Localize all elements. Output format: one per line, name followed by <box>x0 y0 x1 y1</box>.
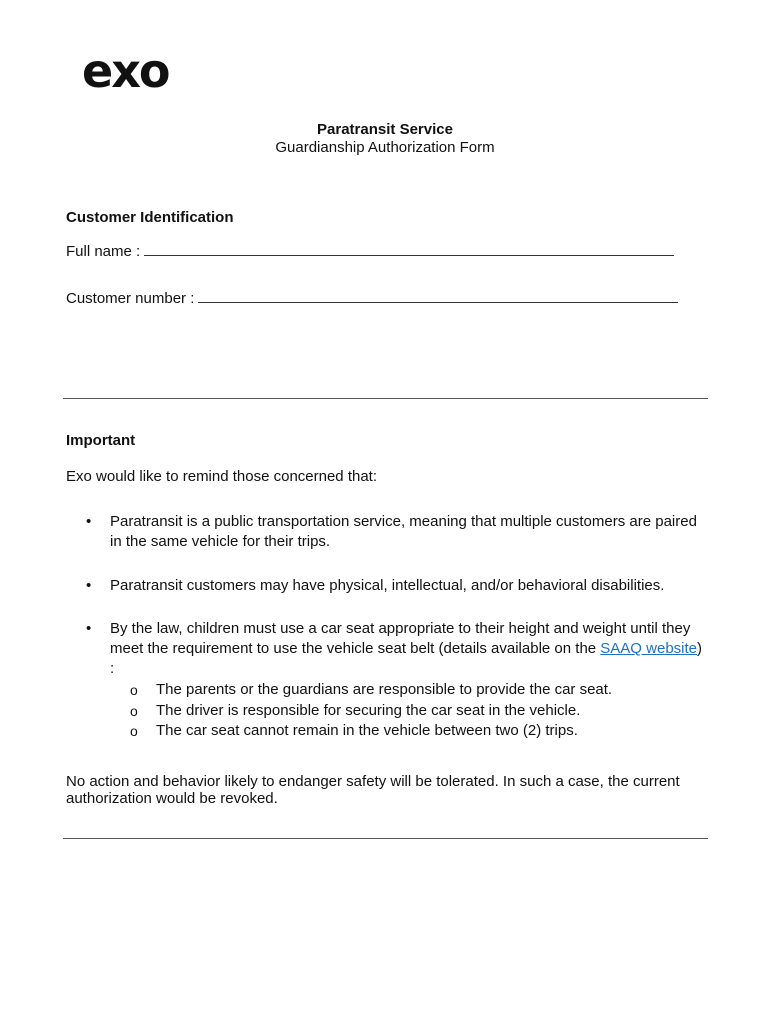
sub-bullet-marker: o <box>130 723 138 739</box>
list-item <box>66 576 708 596</box>
car-seat-sub-bullets <box>130 680 612 742</box>
bottom-divider <box>63 838 708 839</box>
saaq-website-link[interactable]: SAAQ website <box>600 640 698 657</box>
important-heading: Important <box>66 432 136 449</box>
full-name-row <box>66 243 674 260</box>
sub-bullet-text: The parents or the guardians are responsible to provide the car seat. <box>156 681 613 698</box>
bullet-marker: • <box>86 620 92 637</box>
sub-bullet-text: The driver is responsible for securing the car seat in the vehicle. <box>156 701 581 719</box>
customer-identification-heading: Customer Identification <box>66 209 234 226</box>
exo-logo: exo <box>82 44 169 98</box>
sub-bullet-marker: o <box>130 702 138 719</box>
sub-bullet-marker: o <box>130 682 138 698</box>
list-item <box>130 680 612 701</box>
bullet-marker: • <box>86 577 92 594</box>
customer-number-row <box>66 290 678 307</box>
page-subtitle: Guardianship Authorization Form <box>275 139 495 156</box>
customer-number-field[interactable] <box>198 301 678 303</box>
list-item <box>66 619 708 679</box>
list-item <box>130 701 612 722</box>
list-item <box>66 512 708 552</box>
full-name-field[interactable] <box>144 254 674 256</box>
bullet-text: Paratransit is a public transportation service, meaning that multiple customers are paired in the same vehicle for their trips. <box>110 513 697 550</box>
bullet-marker: • <box>86 513 92 530</box>
list-item <box>130 721 612 742</box>
section-divider <box>63 398 708 399</box>
important-intro: Exo would like to remind those concerned that: <box>66 468 378 485</box>
closing-statement: No action and behavior likely to endanger safety will be tolerated. In such a case, the current authorization would be revoked. <box>66 773 680 807</box>
sub-bullet-text: The car seat cannot remain in the vehicle between two (2) trips. <box>156 722 578 739</box>
important-bullets <box>66 512 708 679</box>
title-block <box>0 121 770 156</box>
full-name-label: Full name : <box>66 243 141 260</box>
customer-number-label: Customer number : <box>66 290 195 307</box>
bullet-tail: ) : <box>110 640 703 677</box>
bullet-text: By the law, children must use a car seat appropriate to their height and weight until they meet the requirement to use the vehicle seat belt (details available on the <box>110 620 691 657</box>
page-title: Paratransit Service <box>317 121 453 138</box>
bullet-text: Paratransit customers may have physical, intellectual, and/or behavioral disabilities. <box>110 577 665 594</box>
